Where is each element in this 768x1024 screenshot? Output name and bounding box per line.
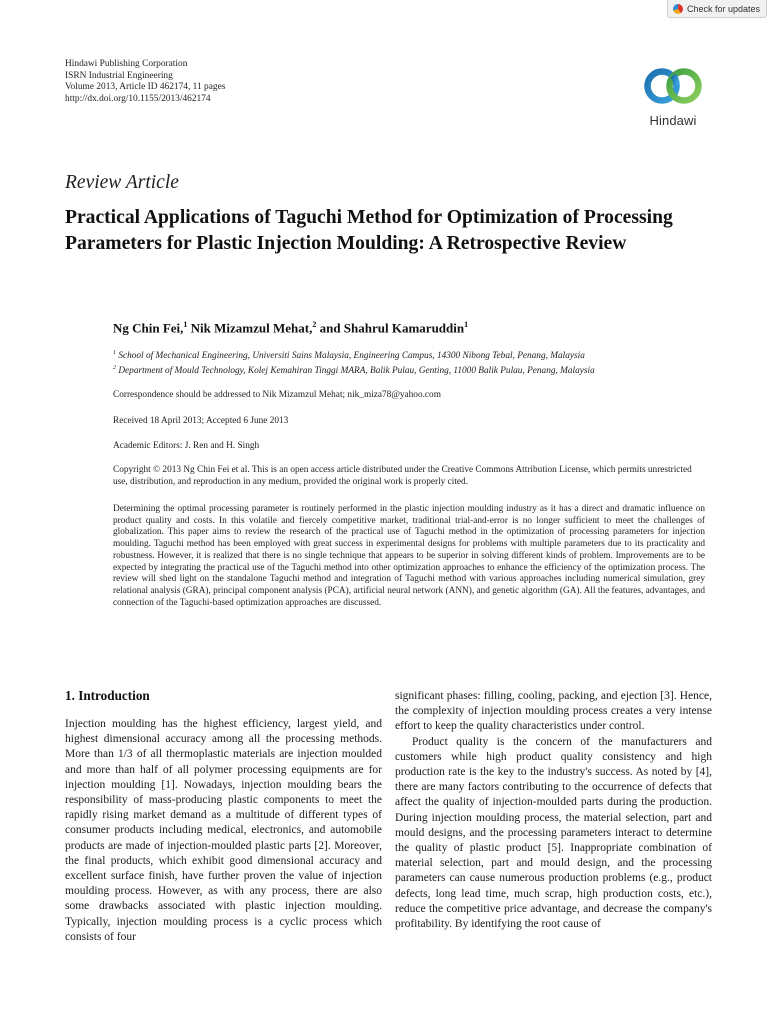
author-name: Nik Mizamzul Mehat, bbox=[190, 320, 313, 336]
crossmark-icon bbox=[673, 4, 683, 14]
author-name: and Shahrul Kamaruddin bbox=[319, 320, 465, 336]
author-sup: 1 bbox=[464, 320, 469, 329]
author-sup: 2 bbox=[312, 320, 317, 329]
publisher: Hindawi Publishing Corporation bbox=[65, 59, 188, 69]
check-for-updates-label: Check for updates bbox=[687, 3, 761, 14]
left-column bbox=[65, 717, 382, 945]
article-type: Review Article bbox=[65, 172, 179, 193]
paragraph: Product quality is the concern of the manufacturers and customers while high product quality consistency and high production rate is the key to the industry's success. As noted by [4], there are many factors contributing to the occurrence of defects that affect the quality of injection-moulded parts during the production. During injection moulding process, the material selection, part and mould designs, and the processing parameters interact to determine the quality of plastic product [5]. Inappropriate combination of material selection, part and mould design, and the processing parameters can cause numerous production problems (e.g., product defects, long lead time, much scrap, high production costs, etc.), reduce the competitive price advantage, and decrease the company's profitability. By identifying the root cause of bbox=[395, 735, 712, 931]
volume-info: Volume 2013, Article ID 462174, 11 pages bbox=[65, 82, 226, 93]
copyright-notice: Copyright © 2013 Ng Chin Fei et al. This is an open access article distributed under the Creative Commons Attribution License, which permits unrestricted use, distribution, and reproduction in any medium, provided the original work is properly cited. bbox=[113, 465, 692, 488]
affiliation-2 bbox=[113, 365, 595, 376]
journal-name: ISRN Industrial Engineering bbox=[65, 70, 173, 81]
author-sup: 1 bbox=[183, 320, 188, 329]
received-dates: Received 18 April 2013; Accepted 6 June 2013 bbox=[113, 416, 289, 426]
affiliation-1 bbox=[113, 350, 585, 361]
affiliation-sup: 1 bbox=[113, 350, 116, 356]
doi-link[interactable]: http://dx.doi.org/10.1155/2013/462174 bbox=[65, 94, 211, 105]
hindawi-wordmark: Hindawi bbox=[649, 113, 697, 128]
affiliation-text: Department of Mould Technology, Kolej Kemahiran Tinggi MARA, Balik Pulau, Genting, 11000 Balik Pulau, Penang, Malaysia bbox=[118, 366, 595, 377]
journal-meta bbox=[65, 59, 225, 106]
abstract: Determining the optimal processing parameter is routinely performed in the plastic injection moulding industry as it has a direct and dramatic influence on product quality and costs. In this volatile and fiercely competitive market, traditional trial-and-error is no longer sufficient to meet the challenges of globalization. This paper aims to review the research of the practical use of Taguchi method in the optimization of processing parameters for injection moulding. Taguchi method has been employed with great success in experimental designs for problems with multiple parameters due to its practicality and robustness. However, it is realized that there is no single technique that appears to be superior in solving different kinds of problem. Improvements are to be expected by integrating the practical use of the Taguchi method into other optimization approaches to enhance the efficiency of the optimization process. The review will shed light on the standalone Taguchi method and integration of Taguchi method with various approaches including numerical simulation, grey relational analysis (GRA), principal component analysis (PCA), artificial neural network (ANN), and genetic algorithm (GA). All the features, advantages, and connection of the Taguchi-based optimization approaches are discussed. bbox=[113, 504, 705, 608]
academic-editors: Academic Editors: J. Ren and H. Singh bbox=[113, 441, 260, 451]
article-title: Practical Applications of Taguchi Method for Optimization of Processing Parameters for Plastic Injection Moulding: A Retrospective Review bbox=[65, 207, 673, 254]
affiliation-text: School of Mechanical Engineering, Universiti Sains Malaysia, Engineering Campus, 14300 Nibong Tebal, Penang, Malaysia bbox=[118, 351, 585, 362]
paragraph: Injection moulding has the highest efficiency, largest yield, and highest dimensional accuracy among all the processing methods. More than 1/3 of all thermoplastic materials are injection moulded and more than half of all polymer processing equipments are for injection moulding [1]. Nowadays, injection moulding bears the responsibility of mass-producing plastic components to meet the rapidly rising market demand as a multitude of different types of consumer products including medical, electronics, and automobile products are made of injection-moulded plastic parts [2]. Moreover, the final products, which exhibit good dimensional accuracy and excellent surface finish, have further proven the value of injection moulding process. However, as with any process, there are also some drawbacks associated with plastic injection moulding. Typically, injection moulding process is a cyclic process which consists of four bbox=[65, 718, 382, 943]
paragraph: significant phases: filling, cooling, packing, and ejection [3]. Hence, the complexity of injection moulding process creates a very intense effort to keep the quality characteristics under control. bbox=[395, 690, 712, 733]
affiliation-sup: 2 bbox=[113, 365, 116, 371]
author-name: Ng Chin Fei, bbox=[113, 320, 184, 336]
right-column bbox=[395, 689, 712, 932]
correspondence: Correspondence should be addressed to Nik Mizamzul Mehat; nik_miza78@yahoo.com bbox=[113, 390, 441, 400]
section-heading: 1. Introduction bbox=[65, 688, 150, 703]
author-list bbox=[113, 320, 468, 336]
check-for-updates-button[interactable] bbox=[667, 0, 767, 18]
